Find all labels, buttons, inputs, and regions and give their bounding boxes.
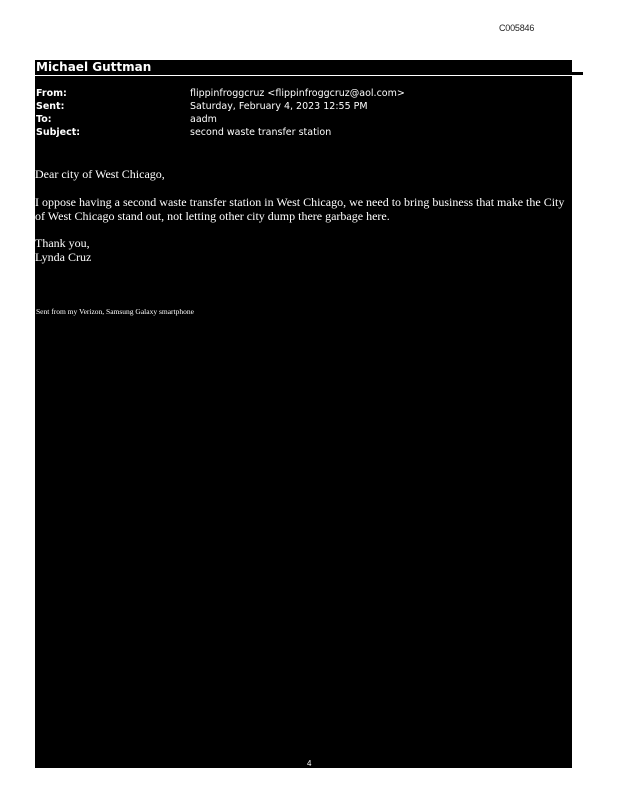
email-signature: Lynda Cruz bbox=[35, 250, 92, 264]
header-row-from bbox=[36, 88, 405, 99]
sent-label: Sent: bbox=[36, 101, 65, 112]
to-label: To: bbox=[36, 114, 52, 125]
email-footer-note: Sent from my Verizon, Samsung Galaxy smartphone bbox=[36, 307, 194, 316]
bates-number: C005846 bbox=[499, 23, 535, 33]
email-closing: Thank you, bbox=[35, 236, 90, 250]
mailbox-owner-name: Michael Guttman bbox=[36, 60, 152, 74]
subject-value: second waste transfer station bbox=[190, 127, 332, 138]
header-row-to bbox=[36, 114, 217, 125]
header-row-sent bbox=[36, 101, 368, 112]
email-greeting: Dear city of West Chicago, bbox=[35, 167, 165, 181]
header-row-subject bbox=[36, 127, 331, 138]
email-page bbox=[35, 60, 572, 768]
header-divider bbox=[35, 75, 572, 76]
from-label: From: bbox=[36, 88, 67, 99]
subject-label: Subject: bbox=[36, 127, 81, 138]
from-value: flippinfroggcruz <flippinfroggcruz@aol.com> bbox=[190, 88, 405, 99]
to-value: aadm bbox=[190, 114, 217, 125]
page-number: 4 bbox=[307, 759, 312, 768]
email-paragraph: I oppose having a second waste transfer station in West Chicago, we need to bring business that make the City of West Chicago stand out, not letting other city dump there garbage here. bbox=[35, 195, 565, 223]
sent-value: Saturday, February 4, 2023 12:55 PM bbox=[190, 101, 368, 112]
edge-mark bbox=[572, 72, 583, 75]
